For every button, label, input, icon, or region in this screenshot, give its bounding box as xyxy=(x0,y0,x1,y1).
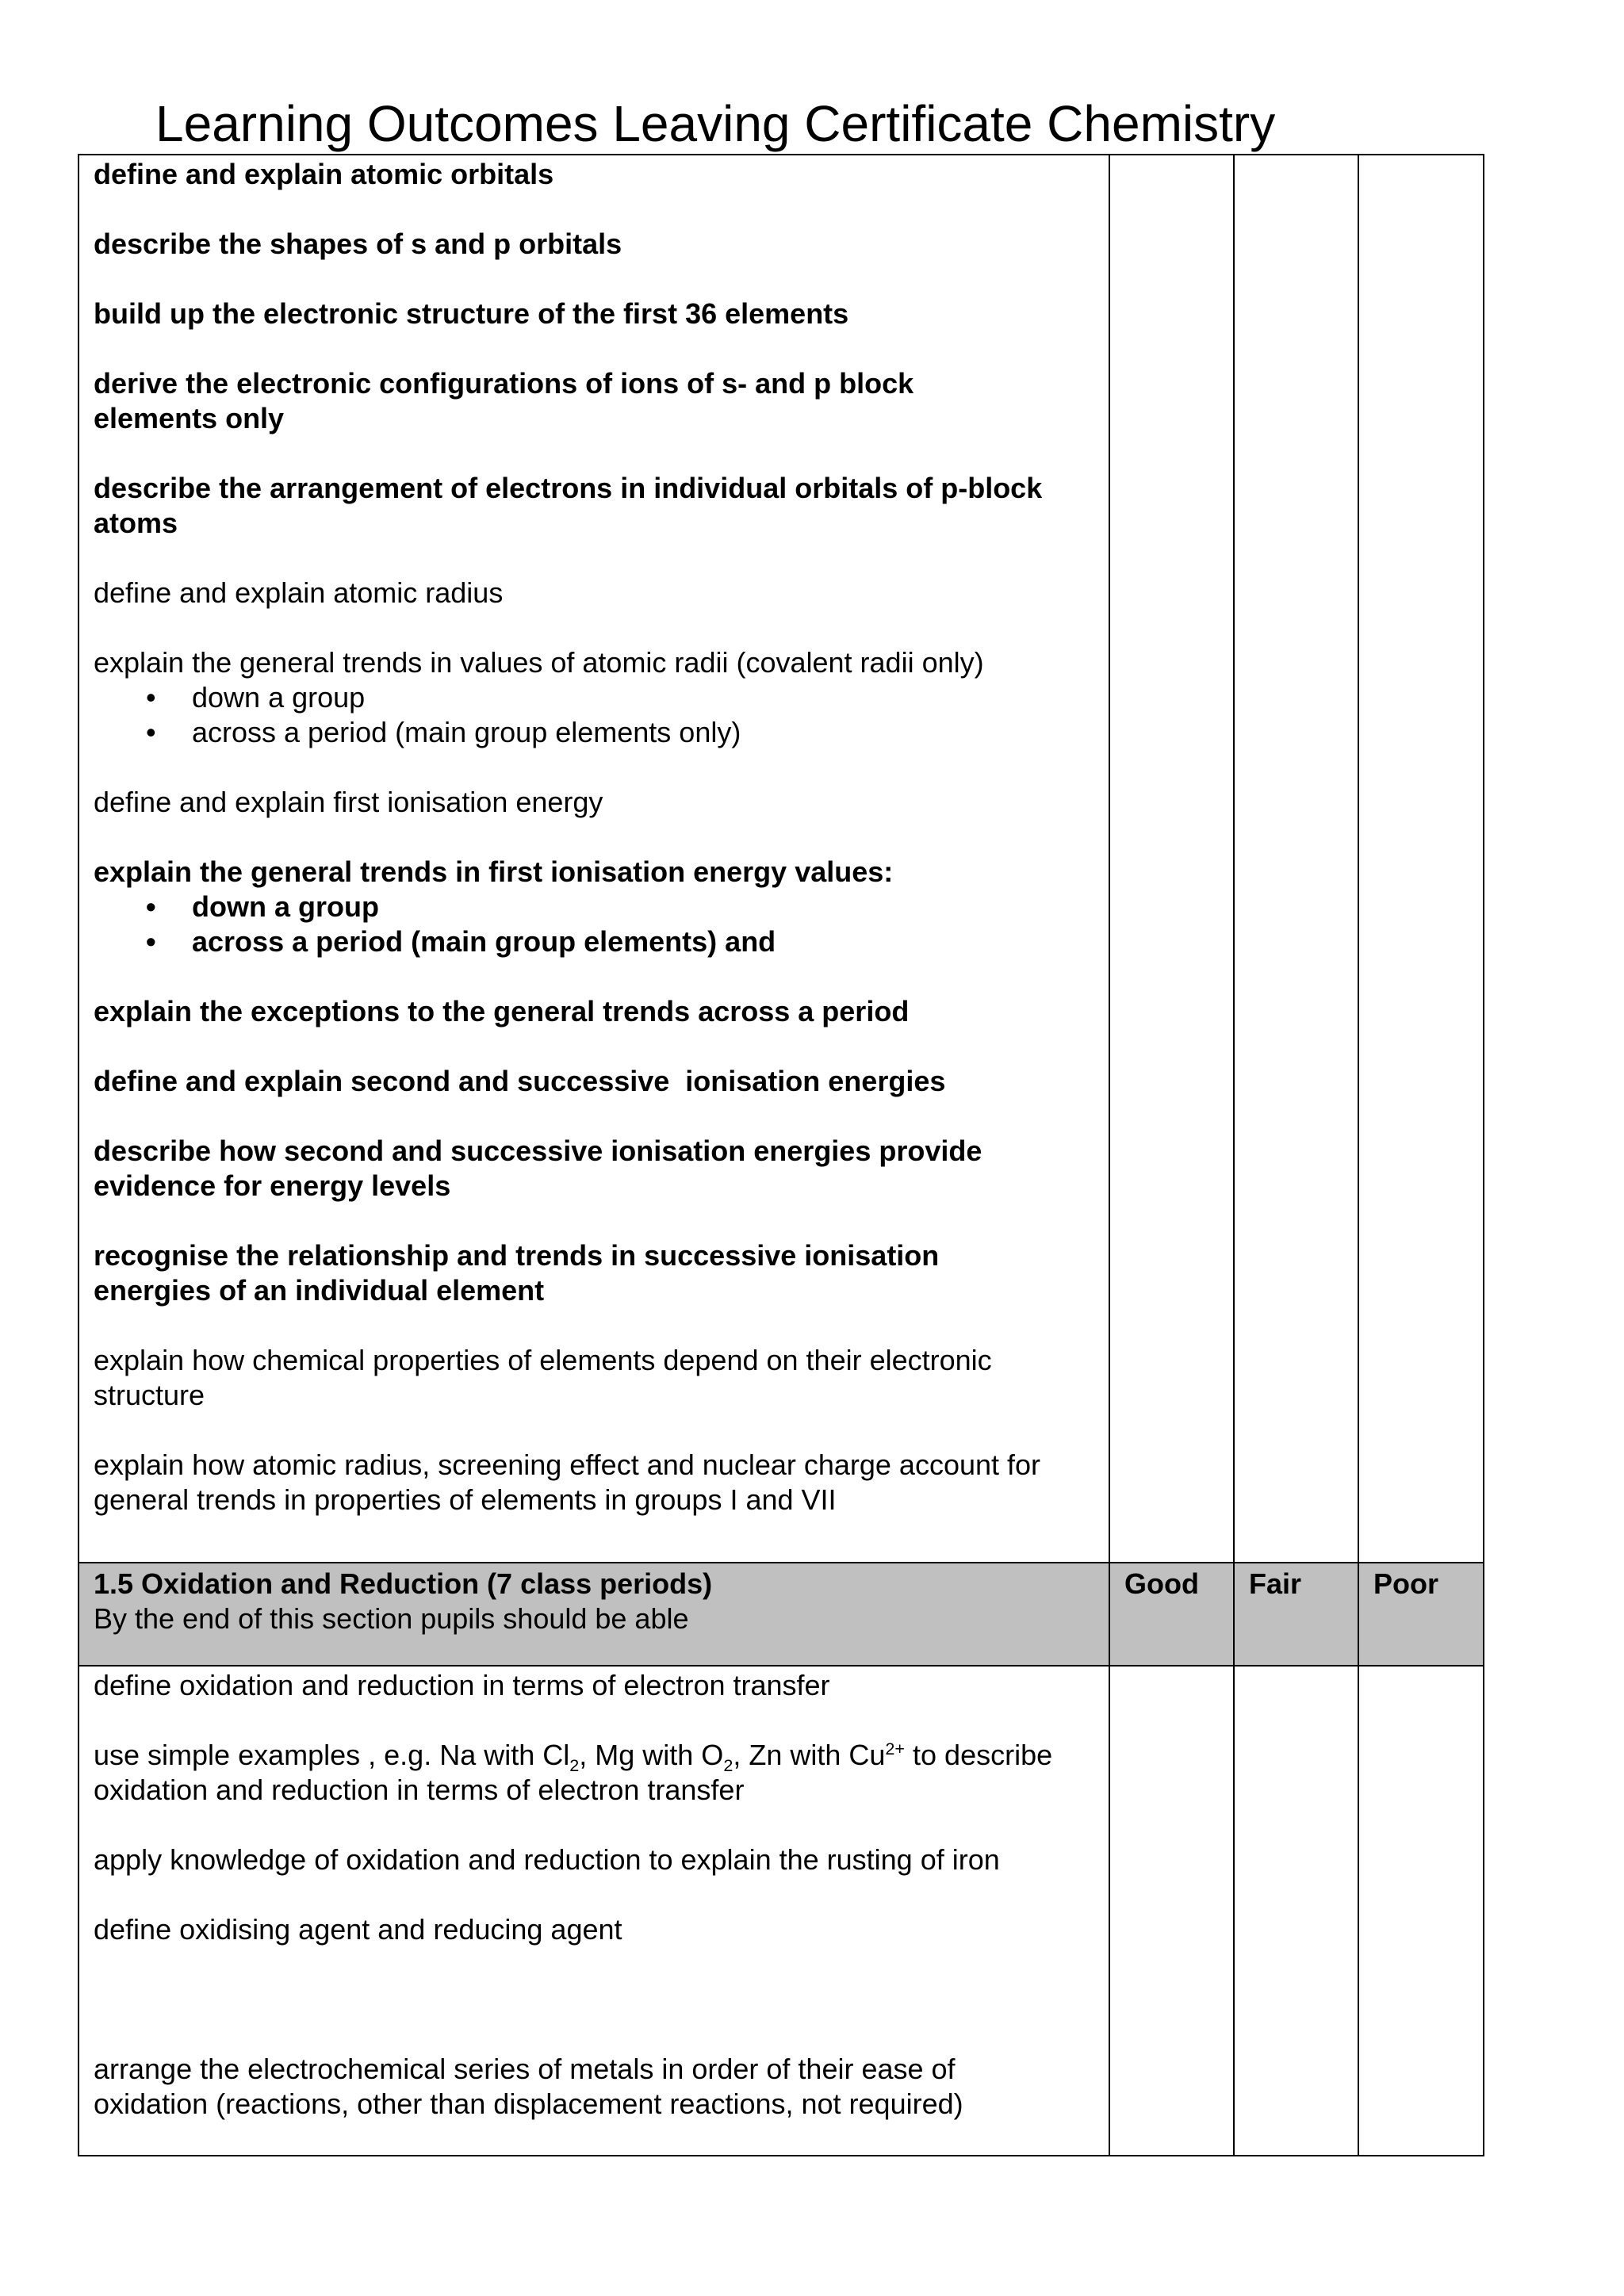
page-title: Learning Outcomes Leaving Certificate Chemistry xyxy=(155,95,1276,152)
fair-rating-cell[interactable] xyxy=(1234,1666,1358,2156)
column-header-fair xyxy=(1234,1563,1358,1666)
column-label-fair: Fair xyxy=(1249,1567,1302,1600)
table-row xyxy=(79,155,1484,1563)
outcome-item: derive the electronic configurations of ions of s- and p block elements only xyxy=(94,367,914,434)
outcome-item: apply knowledge of oxidation and reduction to explain the rusting of iron xyxy=(94,1843,1000,1876)
bullet-list xyxy=(94,680,1096,750)
superscript: 2+ xyxy=(885,1739,906,1758)
outcome-text: explain the general trends in first ionisation energy values: xyxy=(94,855,894,888)
outcome-item: arrange the electrochemical series of metals in order of their ease of oxidation (reactions, other than displacement reactions, not required) xyxy=(94,2053,963,2120)
outcome-item: describe how second and successive ionisation energies provide evidence for energy levels xyxy=(94,1135,982,1202)
text-fragment: , Mg with O xyxy=(579,1739,724,1771)
outcome-item-with-bullets xyxy=(94,645,1096,750)
outcome-item-with-bullets xyxy=(94,855,1096,959)
bullet-item: • down a group xyxy=(192,680,1096,715)
outcome-item: define oxidising agent and reducing agent xyxy=(94,1913,622,1946)
text-fragment: , Zn with Cu xyxy=(733,1739,886,1771)
bullet-item: • across a period (main group elements) and xyxy=(192,924,1096,959)
subscript: 2 xyxy=(723,1755,733,1776)
good-rating-cell[interactable] xyxy=(1109,155,1234,1563)
outcome-text: explain the general trends in values of atomic radii (covalent radii only) xyxy=(94,646,984,679)
outcome-item: define and explain atomic orbitals xyxy=(94,158,554,190)
good-rating-cell[interactable] xyxy=(1109,1666,1234,2156)
text-fragment: use simple examples , e.g. Na with Cl xyxy=(94,1739,570,1771)
outcome-item: define and explain second and successive ionisation energies xyxy=(94,1065,946,1097)
subscript: 2 xyxy=(569,1755,580,1776)
section-header-cell xyxy=(79,1563,1109,1666)
outcome-item: recognise the relationship and trends in successive ionisation energies of an individual element xyxy=(94,1239,940,1307)
column-header-poor xyxy=(1358,1563,1484,1666)
outcome-item: describe the arrangement of electrons in individual orbitals of p-block atoms xyxy=(94,472,1043,539)
outcome-item: explain how chemical properties of elements depend on their electronic structure xyxy=(94,1344,992,1411)
outcome-item: explain the exceptions to the general trends across a period xyxy=(94,995,910,1027)
poor-rating-cell[interactable] xyxy=(1358,155,1484,1563)
outcome-item: explain how atomic radius, screening effect and nuclear charge account for general trends in properties of elements in groups I and VII xyxy=(94,1448,1041,1516)
outcomes-cell xyxy=(79,155,1109,1563)
outcome-item: define oxidation and reduction in terms of electron transfer xyxy=(94,1669,830,1701)
bullet-list xyxy=(94,890,1096,959)
bullet-item: • across a period (main group elements only) xyxy=(192,715,1096,750)
text-fragment: to describe oxidation and reduction in terms of electron transfer xyxy=(94,1739,1053,1806)
learning-outcomes-table xyxy=(78,154,1484,2156)
bullet-item: • down a group xyxy=(192,890,1096,924)
poor-rating-cell[interactable] xyxy=(1358,1666,1484,2156)
column-label-good: Good xyxy=(1124,1567,1199,1600)
column-header-good xyxy=(1109,1563,1234,1666)
outcomes-cell xyxy=(79,1666,1109,2156)
column-label-poor: Poor xyxy=(1373,1567,1439,1600)
fair-rating-cell[interactable] xyxy=(1234,155,1358,1563)
outcome-item: define and explain first ionisation energy xyxy=(94,786,603,818)
section-header-row xyxy=(79,1563,1484,1666)
outcome-item: build up the electronic structure of the first 36 elements xyxy=(94,297,849,330)
section-intro: By the end of this section pupils should be able xyxy=(94,1602,689,1635)
outcome-item: define and explain atomic radius xyxy=(94,576,504,609)
outcome-item-with-formulae xyxy=(94,1738,1061,1808)
outcome-item: describe the shapes of s and p orbitals xyxy=(94,228,622,260)
table-row xyxy=(79,1666,1484,2156)
section-heading: 1.5 Oxidation and Reduction (7 class periods) xyxy=(94,1567,713,1600)
